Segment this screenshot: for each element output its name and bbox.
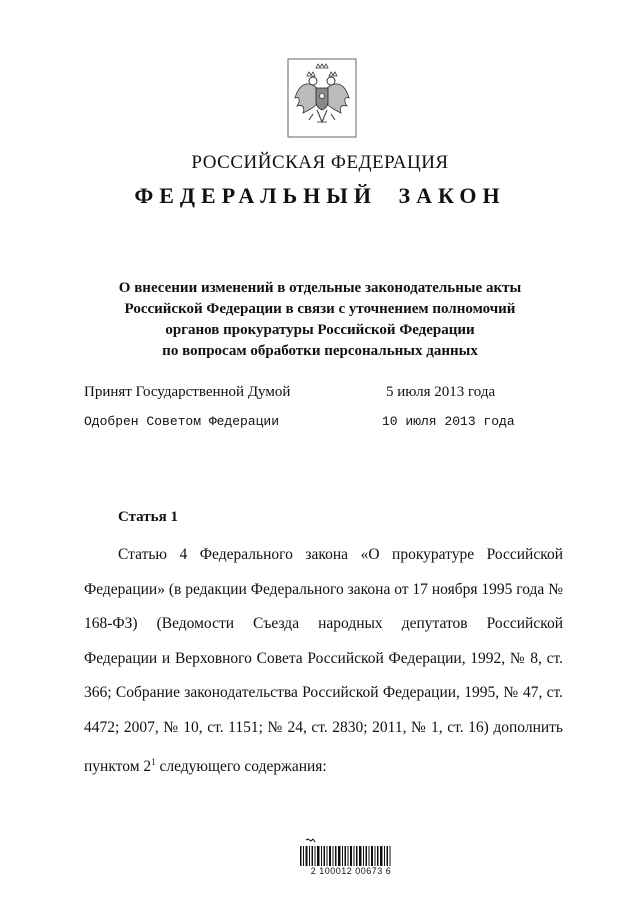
article-text-superscript: 1 (151, 757, 156, 767)
country-name: РОССИЙСКАЯ ФЕДЕРАЦИЯ (191, 152, 449, 173)
law-title-line: органов прокуратуры Российской Федерации (165, 322, 475, 338)
article-text-main: Статью 4 Федерального закона «О прокуратуре Российской Федерации» (в редакции Федерального закона от 17 ноября 1995 года № 168-ФЗ) (Ведомости Съезда народных депутатов Российской Федерации и Верховного Совета Российской Федерации, 1992, № 8, ст. 366; Собрание законодательства Российской Федерации, 1995, № 47, ст. 4472; 2007, № 10, ст. 1151; № 24, ст. 2830; 2011, № 1, ст. 16) дополнить пунктом 2 (84, 546, 563, 776)
law-title-line: по вопросам обработки персональных данных (162, 343, 478, 359)
approved-by-council-label: Одобрен Советом Федерации (84, 414, 280, 429)
coat-of-arms-icon (287, 58, 357, 138)
adopted-by-duma-date: 5 июля 2013 года (386, 384, 496, 400)
law-title-line: О внесении изменений в отдельные законодательные акты (118, 280, 522, 296)
law-title (100, 278, 540, 362)
document-type: ФЕДЕРАЛЬНЫЙ ЗАКОН (134, 183, 506, 208)
adopted-by-duma-label: Принят Государственной Думой (84, 384, 291, 400)
law-title-line: Российской Федерации в связи с уточнением полномочий (124, 301, 516, 317)
article-text-end: следующего содержания: (155, 758, 327, 776)
article-text (84, 538, 563, 785)
approved-by-council-date: 10 июля 2013 года (382, 414, 515, 429)
barcode-number: 2 100012 00673 6 (310, 866, 392, 876)
article-heading: Статья 1 (118, 509, 178, 525)
